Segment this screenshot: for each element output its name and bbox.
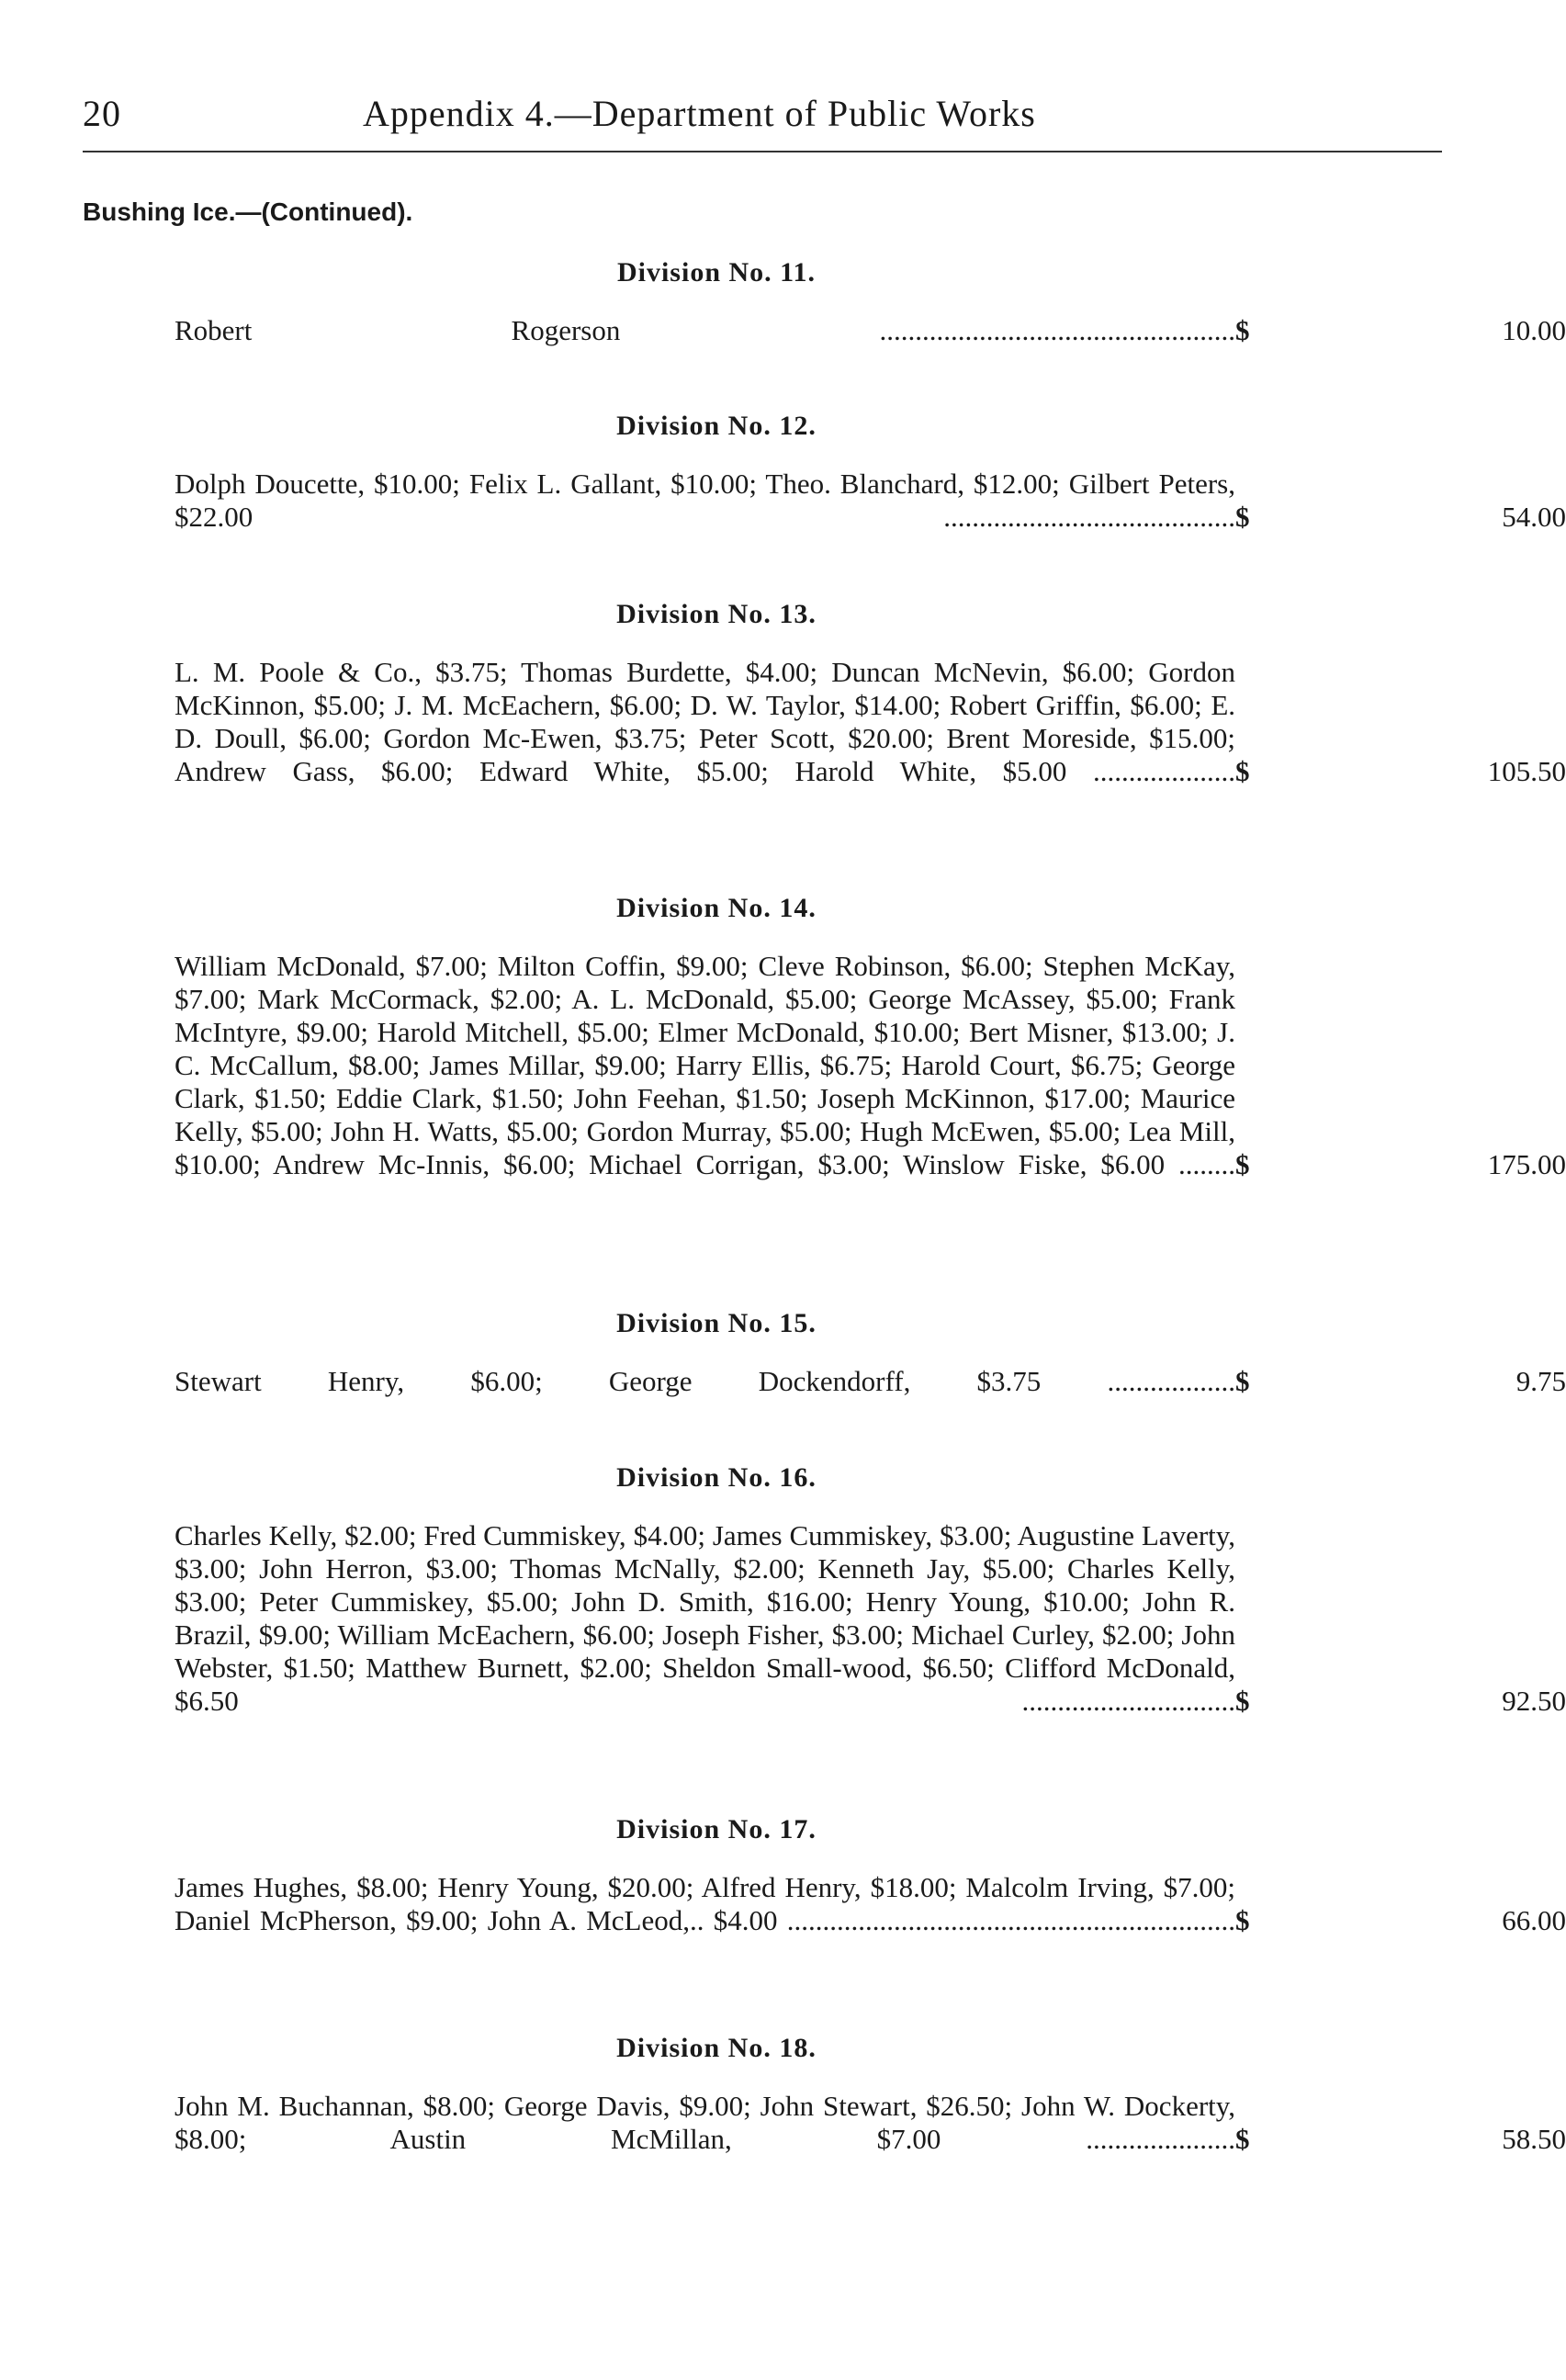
amount-row [1235, 314, 1566, 347]
division-12 [175, 411, 1566, 534]
division-text: Stewart Henry, $6.00; George Dockendorff, $3.75 .................. [175, 1365, 1235, 1397]
currency-symbol: $ [1235, 501, 1250, 533]
division-amount: 105.50 [1487, 755, 1566, 787]
division-heading: Division No. 16. [616, 1462, 817, 1493]
currency-symbol: $ [1235, 1365, 1250, 1397]
currency-symbol: $ [1235, 314, 1250, 346]
division-15 [175, 1308, 1566, 1398]
division-entry [175, 950, 1566, 1181]
division-heading: Division No. 11. [616, 257, 817, 288]
amount-row [1235, 1148, 1566, 1181]
division-14 [175, 893, 1566, 1181]
amount-row [1235, 755, 1566, 788]
division-amount: 92.50 [1502, 1685, 1566, 1717]
division-heading: Division No. 17. [616, 1814, 817, 1844]
amount-row [1235, 1365, 1566, 1398]
amount-row [1235, 1685, 1566, 1718]
division-entry [175, 1365, 1566, 1398]
division-text: Charles Kelly, $2.00; Fred Cummiskey, $4.00; James Cummiskey, $3.00; Augustine Laverty, $3.00; John Herron, $3.00; Thomas McNally, $2.00; Kenneth Jay, $5.00; Charles Kelly, $3.00; Peter Cummiskey, $5.00; John D. Smith, $16.00; Henry Young, $10.00; John R. Brazil, $9.00; William McEachern, $6.00; Joseph Fisher, $3.00; Michael Curley, $2.00; John Webster, $1.50; Matthew Burnett, $2.00; Sheldon Small-wood, $6.50; Clifford McDonald, $6.50 .............................. [175, 1519, 1235, 1717]
division-amount: 9.75 [1515, 1365, 1566, 1397]
division-heading: Division No. 12. [616, 411, 817, 441]
currency-symbol: $ [1235, 2123, 1250, 2155]
division-amount: 66.00 [1502, 1904, 1566, 1936]
division-entry [175, 468, 1566, 534]
division-heading: Division No. 18. [616, 2033, 817, 2063]
division-18 [175, 2033, 1566, 2156]
division-heading: Division No. 15. [616, 1308, 817, 1338]
division-heading: Division No. 14. [616, 893, 817, 923]
division-text: James Hughes, $8.00; Henry Young, $20.00; Alfred Henry, $18.00; Malcolm Irving, $7.00; Daniel McPherson, $9.00; John A. McLeod,.. $4.00 ............................................................... [175, 1871, 1235, 1936]
currency-symbol: $ [1235, 1685, 1250, 1717]
division-entry [175, 314, 1566, 347]
division-entry [175, 1871, 1566, 1937]
amount-row [1235, 501, 1566, 534]
division-entry [175, 2090, 1566, 2156]
division-entry [175, 1519, 1566, 1718]
header-rule [83, 151, 1442, 152]
division-entry [175, 656, 1566, 788]
page-number: 20 [83, 93, 121, 134]
division-16 [175, 1462, 1566, 1718]
division-text: William McDonald, $7.00; Milton Coffin, $9.00; Cleve Robinson, $6.00; Stephen McKay, $7.00; Mark McCormack, $2.00; A. L. McDonald, $5.00; George McAssey, $5.00; Frank McIntyre, $9.00; Harold Mitchell, $5.00; Elmer McDonald, $10.00; Bert Misner, $13.00; J. C. McCallum, $8.00; James Millar, $9.00; Harry Ellis, $6.75; Harold Court, $6.75; George Clark, $1.50; Eddie Clark, $1.50; John Feehan, $1.50; Joseph McKinnon, $17.00; Maurice Kelly, $5.00; John H. Watts, $5.00; Gordon Murray, $5.00; Hugh McEwen, $5.00; Lea Mill, $10.00; Andrew Mc-Innis, $6.00; Michael Corrigan, $3.00; Winslow Fiske, $6.00 ........ [175, 950, 1235, 1180]
division-11 [175, 257, 1566, 347]
division-text: John M. Buchannan, $8.00; George Davis, $9.00; John Stewart, $26.50; John W. Dockerty, $8.00; Austin McMillan, $7.00 ..................... [175, 2090, 1235, 2155]
division-17 [175, 1814, 1566, 1937]
division-text: Dolph Doucette, $10.00; Felix L. Gallant, $10.00; Theo. Blanchard, $12.00; Gilbert Peters, $22.00 ......................................... [175, 468, 1235, 533]
division-amount: 54.00 [1502, 501, 1566, 533]
page-title: Appendix 4.—Department of Public Works [363, 93, 1036, 134]
page-header [83, 92, 1442, 147]
division-heading: Division No. 13. [616, 599, 817, 629]
amount-row [1235, 2123, 1566, 2156]
division-text: Robert Rogerson .................................................. [175, 314, 1235, 346]
currency-symbol: $ [1235, 1904, 1250, 1936]
section-title: Bushing Ice.—(Continued). [83, 197, 413, 226]
division-text: L. M. Poole & Co., $3.75; Thomas Burdette, $4.00; Duncan McNevin, $6.00; Gordon McKinnon, $5.00; J. M. McEachern, $6.00; D. W. Taylor, $14.00; Robert Griffin, $6.00; E. D. Doull, $6.00; Gordon Mc-Ewen, $3.75; Peter Scott, $20.00; Brent Moreside, $15.00; Andrew Gass, $6.00; Edward White, $5.00; Harold White, $5.00 .................... [175, 656, 1235, 787]
currency-symbol: $ [1235, 1148, 1250, 1180]
amount-row [1235, 1904, 1566, 1937]
division-amount: 10.00 [1502, 314, 1566, 346]
division-amount: 175.00 [1487, 1148, 1566, 1180]
division-amount: 58.50 [1502, 2123, 1566, 2155]
currency-symbol: $ [1235, 755, 1250, 787]
division-13 [175, 599, 1566, 788]
